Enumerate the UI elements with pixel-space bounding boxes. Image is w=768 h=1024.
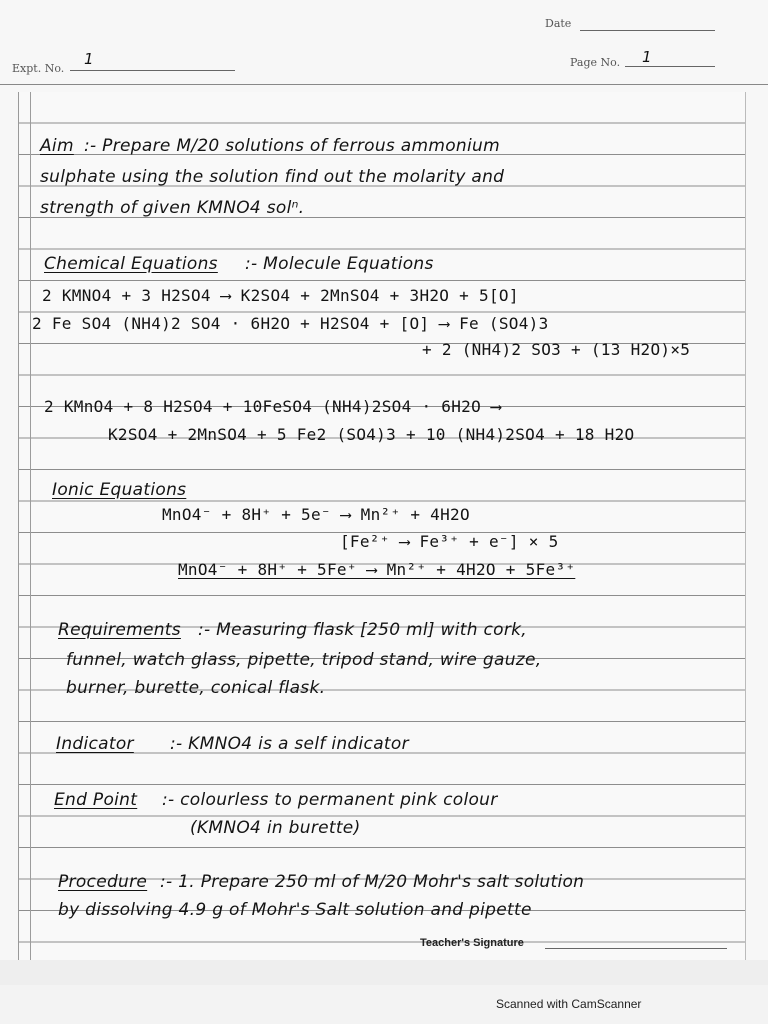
aim-line-1: :- Prepare M/20 solutions of ferrous ammonium — [84, 136, 500, 156]
expt-line — [70, 70, 235, 71]
aim-heading: Aim — [40, 136, 74, 156]
header-divider — [0, 84, 768, 85]
margin-line — [30, 92, 31, 960]
aim-line-3: strength of given KMNO4 solⁿ. — [40, 198, 305, 218]
chemical-equations-heading: Chemical Equations — [44, 254, 218, 274]
page-label: Page No. — [570, 56, 621, 69]
indicator-heading: Indicator — [56, 734, 134, 754]
equation-4: 2 KMnO4 + 8 H2SO4 + 10FeSO4 (NH4)2SO4 · 6H2O ⟶ — [44, 397, 501, 416]
ionic-equation-1: MnO4⁻ + 8H⁺ + 5e⁻ ⟶ Mn²⁺ + 4H2O — [162, 505, 470, 524]
date-line — [580, 30, 715, 31]
requirements-heading: Requirements — [58, 620, 181, 640]
expt-label: Expt. No. — [12, 62, 65, 75]
procedure-line-2: by dissolving 4.9 g of Mohr's Salt solution and pipette — [58, 900, 532, 920]
equation-1: 2 KMNO4 + 3 H2SO4 ⟶ K2SO4 + 2MnSO4 + 3H2O + 5[O] — [42, 286, 519, 305]
end-point-line-1: :- colourless to permanent pink colour — [162, 790, 498, 810]
equation-2: 2 Fe SO4 (NH4)2 SO4 · 6H2O + H2SO4 + [O] ⟶ Fe (SO4)3 — [32, 314, 549, 333]
teacher-signature-line — [545, 948, 727, 949]
equation-3: + 2 (NH4)2 SO3 + (13 H2O)×5 — [422, 340, 691, 359]
indicator-text: :- KMNO4 is a self indicator — [170, 734, 409, 754]
requirements-line-2: funnel, watch glass, pipette, tripod stand, wire gauze, — [66, 650, 542, 670]
molecule-equations-label: :- Molecule Equations — [245, 254, 434, 274]
date-label: Date — [545, 17, 572, 30]
expt-value: 1 — [84, 50, 94, 68]
requirements-line-3: burner, burette, conical flask. — [66, 678, 326, 698]
procedure-heading: Procedure — [58, 872, 148, 892]
page-line — [625, 66, 715, 67]
equation-5: K2SO4 + 2MnSO4 + 5 Fe2 (SO4)3 + 10 (NH4)2SO4 + 18 H2O — [108, 425, 635, 444]
procedure-line-1: :- 1. Prepare 250 ml of M/20 Mohr's salt solution — [160, 872, 585, 892]
page-value: 1 — [642, 48, 652, 66]
aim-line-2: sulphate using the solution find out the molarity and — [40, 167, 505, 187]
scanner-watermark: Scanned with CamScanner — [496, 997, 642, 1011]
ionic-equations-heading: Ionic Equations — [52, 480, 187, 500]
requirements-line-1: :- Measuring flask [250 ml] with cork, — [198, 620, 528, 640]
page-bottom-edge — [0, 960, 768, 985]
end-point-line-2: (KMNO4 in burette) — [190, 818, 361, 838]
ionic-equation-2: [Fe²⁺ ⟶ Fe³⁺ + e⁻] × 5 — [340, 532, 559, 551]
end-point-heading: End Point — [54, 790, 138, 810]
ruled-area — [18, 92, 746, 960]
ionic-equation-3: MnO4⁻ + 8H⁺ + 5Fe⁺ ⟶ Mn²⁺ + 4H2O + 5Fe³⁺ — [178, 560, 576, 579]
teacher-signature-label: Teacher's Signature — [420, 937, 524, 949]
